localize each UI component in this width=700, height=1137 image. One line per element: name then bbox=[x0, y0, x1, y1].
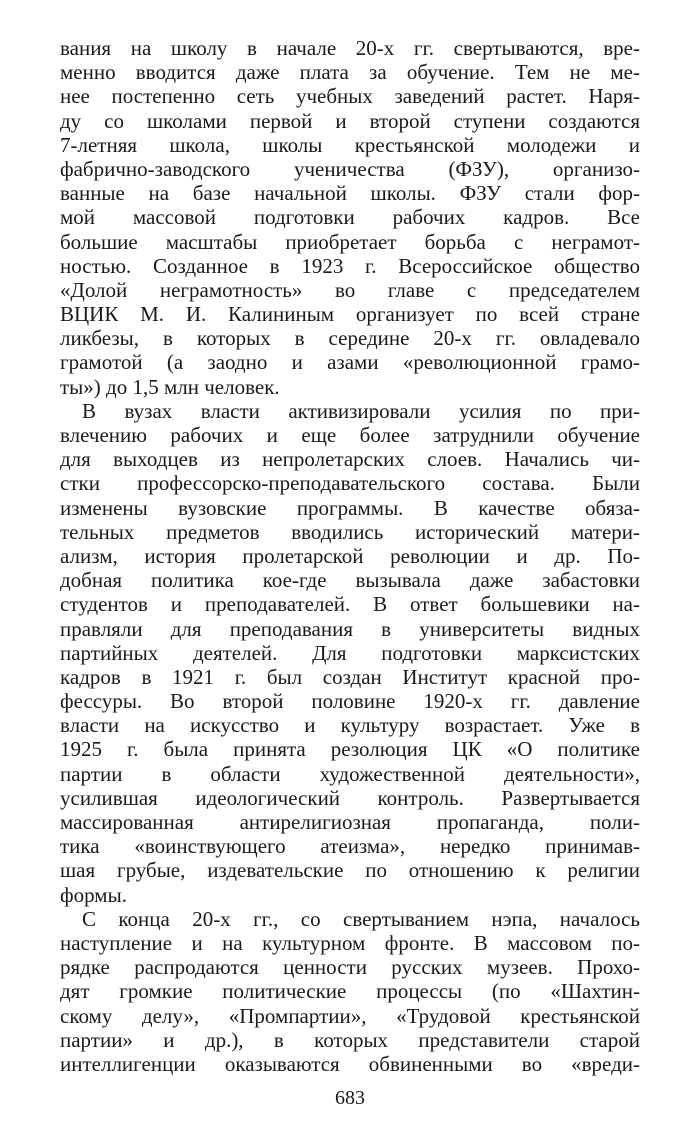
text-line: студентов и преподавателей. В ответ большевики на- bbox=[60, 592, 640, 617]
text-line: кадров в 1921 г. был создан Институт красной про- bbox=[60, 664, 640, 689]
text-line: партийных деятелей. Для подготовки марксистских bbox=[60, 640, 640, 665]
text-line: большие масштабы приобретает борьба с неграмот- bbox=[60, 229, 640, 254]
text-line: тельных предметов вводились исторический матери- bbox=[60, 519, 640, 544]
text-line: ализм, история пролетарской революции и др. По- bbox=[60, 543, 640, 568]
text-line: власти на искусство и культуру возрастает. Уже в bbox=[60, 713, 640, 738]
text-line: «Долой неграмотность» во главе с председателем bbox=[60, 277, 640, 302]
text-line: 1925 г. была принята резолюция ЦК «О политике bbox=[60, 737, 640, 762]
text-line: рядке распродаются ценности русских музеев. Прохо- bbox=[60, 955, 640, 980]
text-line: фабрично-заводского ученичества (ФЗУ), организо- bbox=[60, 156, 640, 181]
text-line: нее постепенно сеть учебных заведений растет. Наря- bbox=[60, 84, 640, 109]
text-line: партии» и др.), в которых представители старой bbox=[60, 1027, 640, 1052]
text-line: С конца 20-х гг., со свертыванием нэпа, началось bbox=[82, 906, 640, 931]
text-line: стки профессорско-преподавательского состава. Были bbox=[60, 471, 640, 496]
text-line: влечению рабочих и еще более затруднили обучение bbox=[60, 423, 640, 447]
page-number: 683 bbox=[335, 1087, 365, 1109]
text-line: добная политика кое-где вызывала даже забастовки bbox=[60, 568, 640, 593]
text-line: формы. bbox=[60, 882, 127, 907]
text-line: менно вводится даже плата за обучение. Тем не ме- bbox=[60, 60, 640, 85]
text-line: В вузах власти активизировали усилия по при- bbox=[82, 398, 640, 423]
text-line: усилившая идеологический контроль. Развертывается bbox=[60, 785, 640, 810]
text-line: 7-летняя школа, школы крестьянской молодежи и bbox=[60, 132, 640, 157]
text-line: ду со школами первой и второй ступени создаются bbox=[60, 108, 640, 133]
text-line: интеллигенции оказываются обвиненными во «вреди- bbox=[60, 1051, 640, 1076]
text-line: ты») до 1,5 млн человек. bbox=[60, 374, 280, 399]
text-line: изменены вузовские программы. В качестве обяза- bbox=[60, 495, 640, 520]
text-line: ностью. Созданное в 1923 г. Всероссийское общество bbox=[60, 253, 640, 278]
paragraph-1 bbox=[60, 36, 640, 399]
text-line: фессуры. Во второй половине 1920-х гг. давление bbox=[60, 689, 640, 714]
text-line: правляли для преподавания в университеты видных bbox=[60, 616, 640, 641]
text-line: массированная антирелигиозная пропаганда, поли- bbox=[60, 810, 640, 834]
text-line: тика «воинствующего атеизма», нередко принимав- bbox=[60, 834, 640, 859]
text-line: для выходцев из непролетарских слоев. Начались чи- bbox=[60, 447, 640, 472]
text-line: наступление и на культурном фронте. В массовом по- bbox=[60, 930, 640, 955]
text-line: мой массовой подготовки рабочих кадров. Все bbox=[60, 205, 640, 230]
paragraph-3 bbox=[60, 907, 640, 1076]
page-body bbox=[60, 36, 640, 1076]
text-line: ВЦИК М. И. Калининым организует по всей стране bbox=[60, 302, 640, 327]
text-line: дят громкие политические процессы (по «Шахтин- bbox=[60, 979, 640, 1004]
text-line: скому делу», «Промпартии», «Трудовой крестьянской bbox=[60, 1003, 640, 1028]
text-line: грамотой (а заодно и азами «революционной грамо- bbox=[60, 350, 640, 375]
text-line: партии в области художественной деятельности», bbox=[60, 761, 640, 786]
text-line: ванные на базе начальной школы. ФЗУ стали фор- bbox=[60, 181, 640, 206]
text-line: шая грубые, издевательские по отношению к религии bbox=[60, 858, 640, 883]
text-line: вания на школу в начале 20-х гг. свертываются, вре- bbox=[60, 36, 640, 60]
paragraph-2 bbox=[60, 399, 640, 907]
text-line: ликбезы, в которых в середине 20-х гг. овладевало bbox=[60, 326, 640, 351]
